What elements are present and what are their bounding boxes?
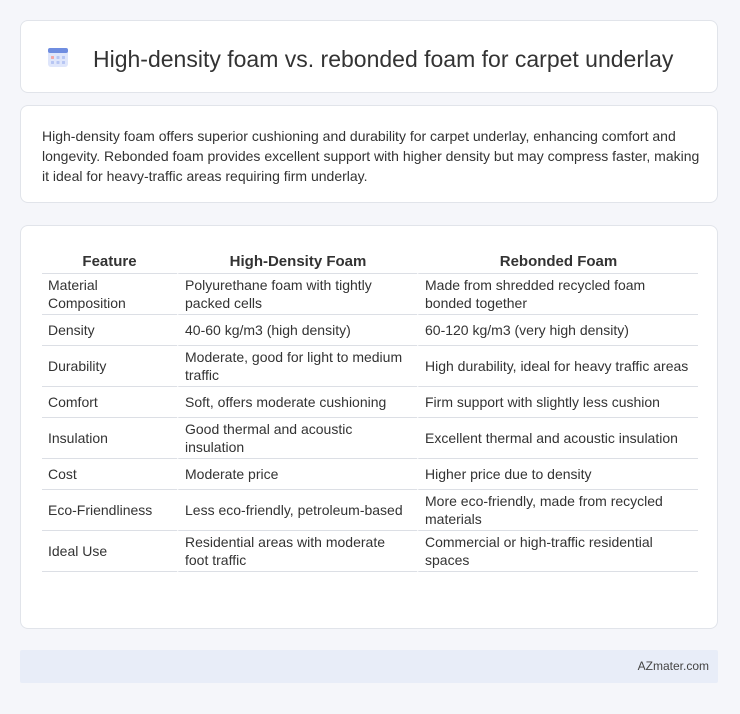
table-row: [42, 346, 698, 387]
rebonded-cell: Commercial or high-traffic residential spaces: [417, 531, 698, 572]
feature-cell: Density: [42, 315, 177, 346]
summary-card: [20, 105, 718, 203]
rebonded-cell: Firm support with slightly less cushion: [417, 387, 698, 418]
high-density-cell: Residential areas with moderate foot traffic: [177, 531, 417, 572]
rebonded-cell: High durability, ideal for heavy traffic areas: [417, 346, 698, 387]
feature-cell: Insulation: [42, 418, 177, 459]
rebonded-cell: Excellent thermal and acoustic insulation: [417, 418, 698, 459]
table-row: [42, 315, 698, 346]
footer: [20, 650, 718, 683]
high-density-cell: Good thermal and acoustic insulation: [177, 418, 417, 459]
comparison-table-card: [20, 225, 718, 629]
feature-cell: Cost: [42, 459, 177, 490]
feature-cell: Eco-Friendliness: [42, 490, 177, 531]
table-row: [42, 459, 698, 490]
summary-text: High-density foam offers superior cushioning and durability for carpet underlay, enhancing comfort and longevity. Rebonded foam provides excellent support with higher density but may compress faster, making it ideal for heavy-traffic areas requiring firm underlay.: [42, 128, 700, 184]
table-row: [42, 531, 698, 572]
column-header-feature: Feature: [42, 245, 177, 274]
high-density-cell: Less eco-friendly, petroleum-based: [177, 490, 417, 531]
comparison-table: [42, 245, 698, 572]
feature-cell: Durability: [42, 346, 177, 387]
table-row: [42, 387, 698, 418]
column-header-rebonded-foam: Rebonded Foam: [417, 245, 698, 274]
header-card: [20, 20, 718, 93]
high-density-cell: Soft, offers moderate cushioning: [177, 387, 417, 418]
table-row: [42, 274, 698, 315]
high-density-cell: Moderate price: [177, 459, 417, 490]
feature-cell: Ideal Use: [42, 531, 177, 572]
feature-cell: Material Composition: [42, 274, 177, 315]
high-density-cell: Moderate, good for light to medium traffic: [177, 346, 417, 387]
rebonded-cell: Higher price due to density: [417, 459, 698, 490]
page-title: High-density foam vs. rebonded foam for carpet underlay: [93, 46, 674, 72]
feature-cell: Comfort: [42, 387, 177, 418]
table-header-row: [42, 245, 698, 274]
column-header-high-density-foam: High-Density Foam: [177, 245, 417, 274]
table-row: [42, 418, 698, 459]
high-density-cell: Polyurethane foam with tightly packed cells: [177, 274, 417, 315]
footer-brand-link[interactable]: AZmater.com: [637, 659, 709, 673]
rebonded-cell: Made from shredded recycled foam bonded together: [417, 274, 698, 315]
table-row: [42, 490, 698, 531]
rebonded-cell: 60-120 kg/m3 (very high density): [417, 315, 698, 346]
calendar-icon: [46, 45, 70, 69]
rebonded-cell: More eco-friendly, made from recycled materials: [417, 490, 698, 531]
high-density-cell: 40-60 kg/m3 (high density): [177, 315, 417, 346]
